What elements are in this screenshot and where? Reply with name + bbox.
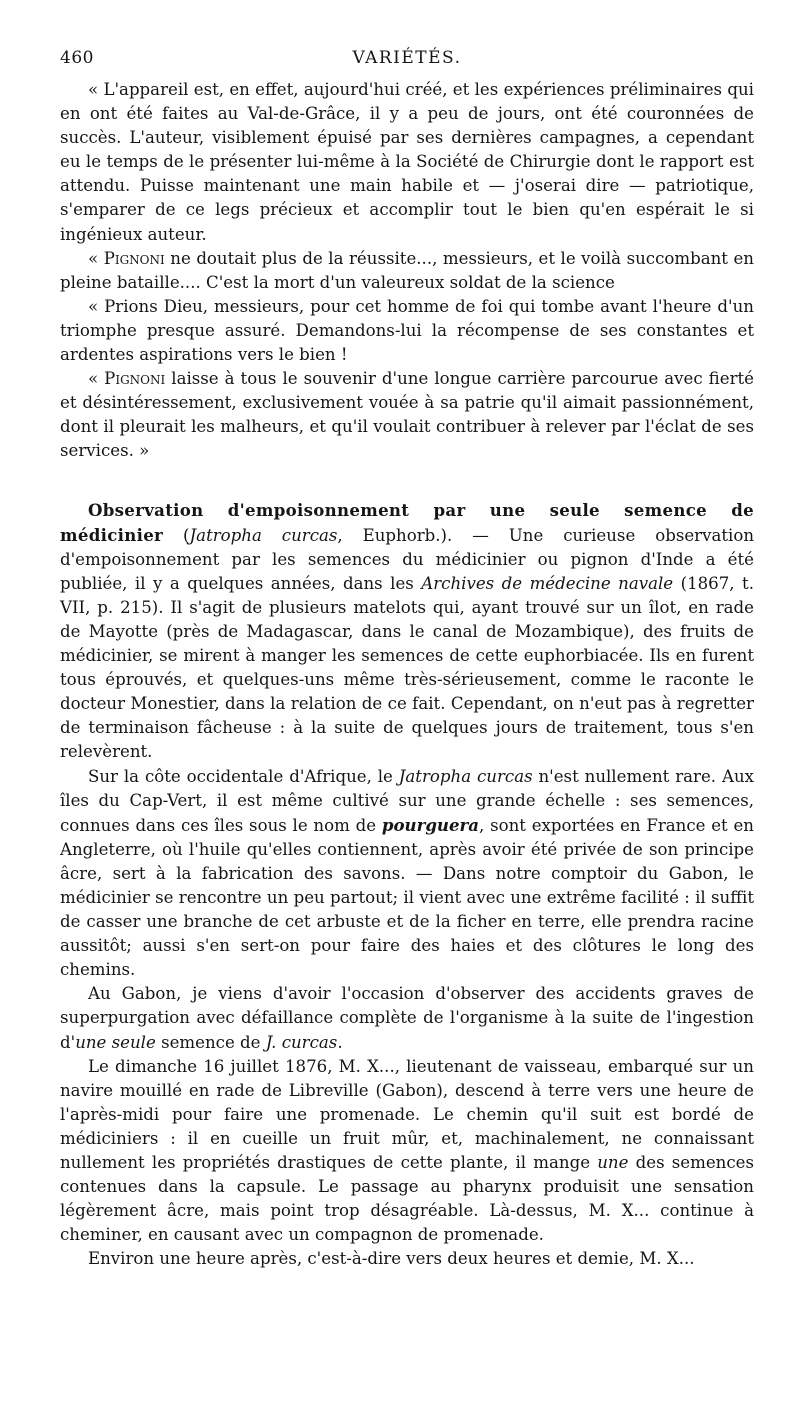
person-name-pignoni: Pignoni (104, 369, 166, 389)
article-paragraph-4 (60, 1055, 754, 1248)
article-paragraph-2 (60, 765, 754, 983)
species-name: Jatropha curcas (398, 766, 533, 786)
document-page (60, 44, 754, 1272)
quote-paragraph-2-text: ne doutait plus de la réussite..., messieurs, et le voilà succombant en pleine bataille.... C'est la mort d'un valeureux soldat de la science (60, 248, 754, 292)
quote-paragraph-1: « L'appareil est, en effet, aujourd'hui créé, et les expériences préliminaires qui en ont été faites au Val-de-Grâce, il y a peu de jours, ont été couronnées de succès. L'auteur, visiblement épuisé par ses dernières campagnes, a cependant eu le temps de le présenter lui-même à la Société de Chirurgie dont le rapport est attendu. Puisse maintenant une main habile et — j'oserai dire — patriotique, s'emparer de ce legs précieux et accomplir tout le bien qu'en espérait le si ingénieux auteur. (60, 80, 754, 244)
article-paragraph-4-text-b: des semences contenues dans la capsule. Le passage au pharynx produisit une sensation légèrement âcre, mais point trop désagréable. Là-dessus, M. X... continue à cheminer, en causant avec un compagnon de promenade. (60, 1153, 754, 1245)
article-title-suffix: , Euphorb.). — (337, 525, 509, 545)
person-name-pignoni: Pignoni (103, 248, 165, 268)
species-name: J. curcas (265, 1032, 338, 1052)
quote-open-mark: « (88, 369, 105, 389)
article-paragraph-3-text-c: . (337, 1032, 343, 1052)
quote-paragraph-4 (60, 367, 754, 463)
article-paragraph-2-text-a: Sur la côte occidentale d'Afrique, le (88, 766, 399, 786)
article-paragraph-3-text-a: Au Gabon, je viens d'avoir l'occasion d'observer des accidents graves de superpurgation avec défaillance complète de l'organisme à la suite de l'ingestion d' (60, 984, 754, 1052)
local-name-pourguera: pourguera (381, 814, 480, 835)
species-name: Jatropha curcas (189, 525, 338, 545)
article-paragraph-2-text-c: , sont exportées en France et en Angleterre, où l'huile qu'elles contiennent, après avoir été privée de son principe âcre, sert à la fabrication des savons. — Dans notre comptoir du Gabon, le médicinier se rencontre un peu partout; il vient avec une extrême facilité : il suffit de casser une branche de cet arbuste et de la ficher en terre, elle prendra racine aussitôt; aussi s'en sert-on pour faire des haies et des clôtures le long des chemins. (60, 815, 754, 980)
article-paragraph-1-text-b: (1867, t. VII, p. 215). Il s'agit de plusieurs matelots qui, ayant trouvé sur un îlot, en rade de Mayotte (près de Madagascar, dans le canal de Mozambique), des fruits de médicinier, se mirent à manger les semences de cette euphorbiacée. Ils en furent tous éprouvés, et quelques-uns même très-sérieusement, comme le raconte le docteur Monestier, dans la relation de ce fait. Cependant, on n'eut pas à regretter de terminaison fâcheuse : à la suite de quelques jours de traitement, tous s'en relevèrent. (60, 573, 754, 762)
article-paragraph-1 (60, 498, 754, 765)
quote-paragraph-4-text: laisse à tous le souvenir d'une longue carrière parcourue avec fierté et désintéressement, exclusivement vouée à sa patrie qu'il aimait passionnément, dont il pleurait les malheurs, et qu'il voulait contribuer à relever par l'éclat de ses services. » (60, 369, 754, 461)
emphasis-une: une (597, 1153, 629, 1173)
article-title: Observation d'empoisonnement par une seule semence de médicinier (60, 499, 754, 545)
running-head (60, 44, 754, 74)
body-text (60, 78, 754, 1272)
emphasis-une-seule: une seule (75, 1032, 156, 1052)
article-paragraph-3 (60, 982, 754, 1054)
article-paragraph-3-text-b: semence de (155, 1032, 266, 1052)
quote-open-mark: « (88, 248, 104, 268)
page-number: 460 (60, 48, 94, 68)
section-spacer (60, 464, 754, 498)
article-paragraph-1-text-a: Une curieuse observation d'empoisonnement par les semences du médicinier ou pignon d'Inde a été publiée, il y a quelques années, dans les (60, 525, 755, 593)
article-paragraph-4-text-a: Le dimanche 16 juillet 1876, M. X..., lieutenant de vaisseau, embarqué sur un navire mouillé en rade de Libreville (Gabon), descend à terre vers une heure de l'après-midi pour faire une promenade. Le chemin qu'il suit est bordé de médiciniers : il en cueille un fruit mûr, et, machinalement, ne connaissant nullement les propriétés drastiques de cette plante, il mange (60, 1056, 754, 1173)
article-paragraph-5: Environ une heure après, c'est-à-dire vers deux heures et demie, M. X... (88, 1249, 695, 1269)
quote-paragraph-2 (60, 247, 754, 295)
article-paragraph-2-text-b: n'est nullement rare. Aux îles du Cap-Vert, il est même cultivé sur une grande échelle : ses semences, connues dans ces îles sous le nom de (60, 766, 754, 835)
journal-name: Archives de médecine navale (421, 573, 674, 593)
quote-paragraph-3: « Prions Dieu, messieurs, pour cet homme de foi qui tombe avant l'heure d'un triomphe presque assuré. Demandons-lui la récompense de ses constantes et ardentes aspirations vers le bien ! (60, 296, 754, 365)
article-title-paren: ( (163, 525, 190, 545)
section-title: VARIÉTÉS. (352, 48, 462, 68)
